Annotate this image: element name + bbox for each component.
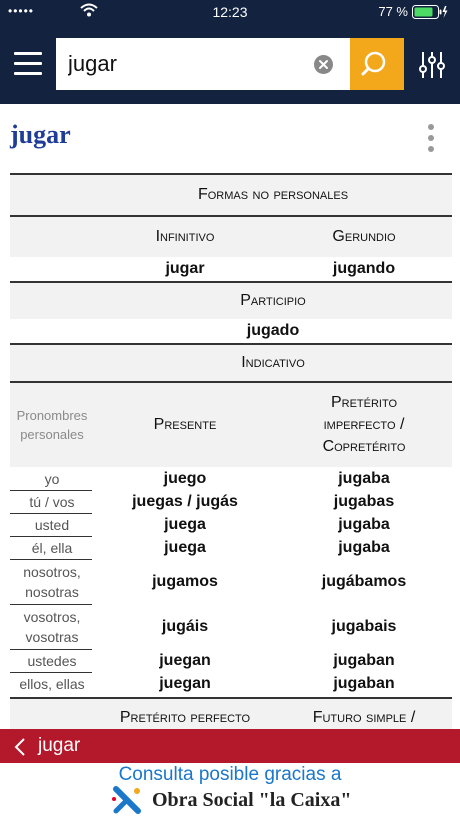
header-perfecto-futuro: [10, 697, 452, 729]
row-participio: [10, 319, 452, 343]
participio-label: Participio: [240, 292, 306, 309]
hamburger-menu-icon[interactable]: [14, 52, 42, 76]
table-row: él, ella juega jugaba: [31, 539, 390, 556]
entry-word: jugar: [10, 120, 71, 149]
participio-value: jugado: [246, 322, 300, 339]
signal-dots: •••••: [8, 4, 35, 18]
row-infinitivo-gerundio: [10, 257, 452, 281]
table-row: ellos, ellas juegan jugaban: [19, 675, 395, 692]
header-infinitivo-gerundio: [10, 215, 452, 257]
futuro-simple-label: Futuro simple /: [312, 709, 416, 726]
search-box: [56, 38, 350, 90]
header-formas-no-personales: [10, 173, 452, 215]
table-row: vosotros, vosotras jugáis jugabais: [23, 609, 397, 645]
sliders-icon[interactable]: [418, 51, 446, 79]
sponsor-logo: [108, 785, 368, 815]
status-bar: [0, 0, 460, 24]
table-row: ustedes juegan jugaban: [27, 652, 395, 669]
app-header: [0, 0, 460, 104]
presente-label: Presente: [153, 416, 217, 433]
status-time: 12:23: [212, 4, 248, 20]
battery-icon: [412, 5, 448, 22]
preterito-perfecto-label: Pretérito perfecto: [119, 709, 251, 726]
indicativo-label: Indicativo: [241, 354, 305, 371]
battery-percent: 77 %: [378, 4, 408, 19]
back-label: jugar: [38, 735, 81, 756]
table-row: tú / vos juegas / jugás jugabas: [29, 493, 395, 510]
sponsor-logo-text: Obra Social "la Caixa": [152, 789, 352, 811]
infinitivo-value: jugar: [165, 260, 205, 277]
search-input[interactable]: [56, 38, 306, 90]
gerundio-value: jugando: [332, 260, 396, 277]
header-tenses: [10, 381, 452, 467]
header-indicativo: [10, 343, 452, 381]
gerundio-label: Gerundio: [332, 228, 396, 245]
clear-icon[interactable]: [314, 55, 333, 74]
table-row: yo juego jugaba: [44, 469, 390, 487]
search-icon: [350, 38, 404, 90]
table-row: usted juega jugaba: [34, 516, 390, 533]
table-row: nosotros, nosotras jugamos jugábamos: [23, 564, 407, 600]
search-button[interactable]: [350, 38, 404, 90]
preterito-imperfecto-label: Pretérito imperfecto / Copretérito: [322, 394, 406, 455]
pronombres-label: Pronombres personales: [16, 408, 88, 442]
header-participio: [10, 281, 452, 319]
la-caixa-star-icon: [108, 785, 146, 818]
chevron-left-icon: [14, 738, 26, 761]
sponsor-text: Consulta posible gracias a: [118, 764, 342, 785]
back-bar[interactable]: [0, 729, 460, 763]
conjugation-table: [10, 173, 452, 729]
more-options-icon[interactable]: [427, 124, 435, 154]
formas-no-personales-label: Formas no personales: [197, 186, 349, 203]
infinitivo-label: Infinitivo: [155, 228, 215, 245]
